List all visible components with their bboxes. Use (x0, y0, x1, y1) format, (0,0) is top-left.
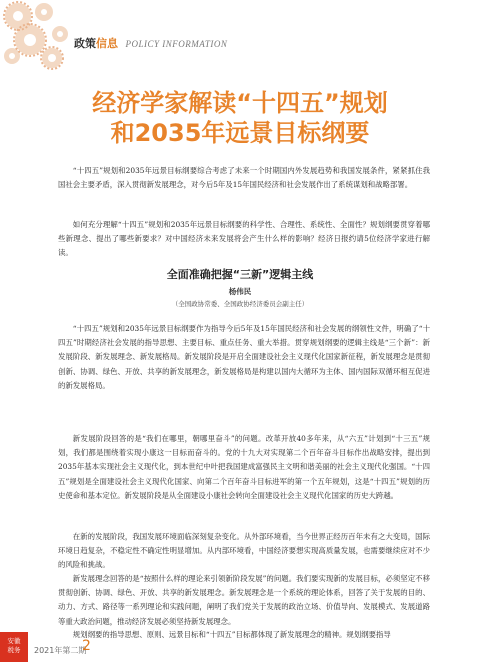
intro-paragraph-1: “十四五”规划和2035年远景目标纲要综合考虑了未来一个时期国内外发展趋势和我国发展条件，紧紧抓住我国社会主要矛盾，深入贯彻新发展理念，对今后5年及15年国民经济和社会发展作出了系统谋划和战略部署。 (58, 166, 430, 190)
article-subhead: 全面准确把握“三新”逻辑主线 (166, 268, 314, 281)
magazine-badge: 安徽 税务 (0, 632, 28, 662)
page-title-line1: 经济学家解读“十四五”规划 (92, 89, 388, 117)
page-number: 2 (82, 638, 91, 654)
article-author: 杨伟民 (228, 287, 252, 296)
page-title-line2: 和2035年远景目标纲要 (110, 119, 370, 147)
section-name: 政策信息 (74, 37, 118, 50)
intro-paragraph-2: 如何充分理解“十四五”规划和2035年远景目标纲要的科学性、合理性、系统性、全面性？规划纲要贯穿着哪些新理念、提出了哪些新要求？对中国经济未来发展将会产生什么样的影响？经济日报约请5位经济学家进行解读。 (58, 220, 430, 258)
body-paragraph-3: 在新的发展阶段，我国发展环境面临深刻复杂变化。从外部环境看，当今世界正经历百年未有之大变局，国际环境日趋复杂，不稳定性不确定性明显增加。从内部环境看，中国经济要想实现高质量发展，也需要继续应对不少的风险和挑战。 (58, 532, 430, 570)
body-paragraph-2: 新发展阶段回答的是“我们在哪里，朝哪里奋斗”的问题。改革开放40多年来，从“六五”计划到“十三五”规划，我们都是围绕着实现小康这一目标而奋斗的。党的十九大对实现第二个百年奋斗目标作出战略安排，提出到2035年基本实现社会主义现代化，到本世纪中叶把我国建成富强民主文明和谐美丽的社会主义现代化强国。“十四五”规划是全面建设社会主义现代化国家、向第二个百年奋斗目标进军的第一个五年规划，这是“十四五”规划的历史使命和基本定位。新发展阶段是从全面建设小康社会转向全面建设社会主义现代化国家的历史大跨越。 (58, 434, 430, 500)
body-paragraph-5: 规划纲要的指导思想、原则、远景目标和“十四五”目标都体现了新发展理念的精神。规划纲要指导 (72, 630, 391, 639)
body-paragraph-4: 新发展理念回答的是“按照什么样的理论来引领新阶段发展”的问题。我们要实现新的发展目标，必须坚定不移贯彻创新、协调、绿色、开放、共享的新发展理念。新发展理念是一个系统的理论体系，回答了关于发展的目的、动力、方式、路径等一系列理论和实践问题，阐明了我们党关于发展的政治立场、价值导向、发展模式、发展道路等重大政治问题，推动经济发展必须坚持新发展理念。 (58, 574, 430, 626)
section-name-en: POLICY INFORMATION (125, 39, 228, 49)
article-affiliation: （全国政协常委、全国政协经济委员会副主任） (171, 300, 309, 308)
body-paragraph-1: “十四五”规划和2035年远景目标纲要作为指导今后5年及15年国民经济和社会发展的纲领性文件，明确了“十四五”时期经济社会发展的指导思想、主要目标、重点任务、重大举措。贯穿规划纲要的逻辑主线是“三个新”：新发展阶段、新发展理念、新发展格局。新发展阶段是开启全面建设社会主义现代化国家新征程，新发展理念是贯彻创新、协调、绿色、开放、共享的新发展理念，新发展格局是构建以国内大循环为主体、国内国际双循环相互促进的新发展格局。 (58, 324, 430, 390)
gears-decoration-icon (0, 0, 90, 72)
section-tag (74, 37, 227, 51)
issue-label: 2021年第二期 (34, 646, 87, 655)
